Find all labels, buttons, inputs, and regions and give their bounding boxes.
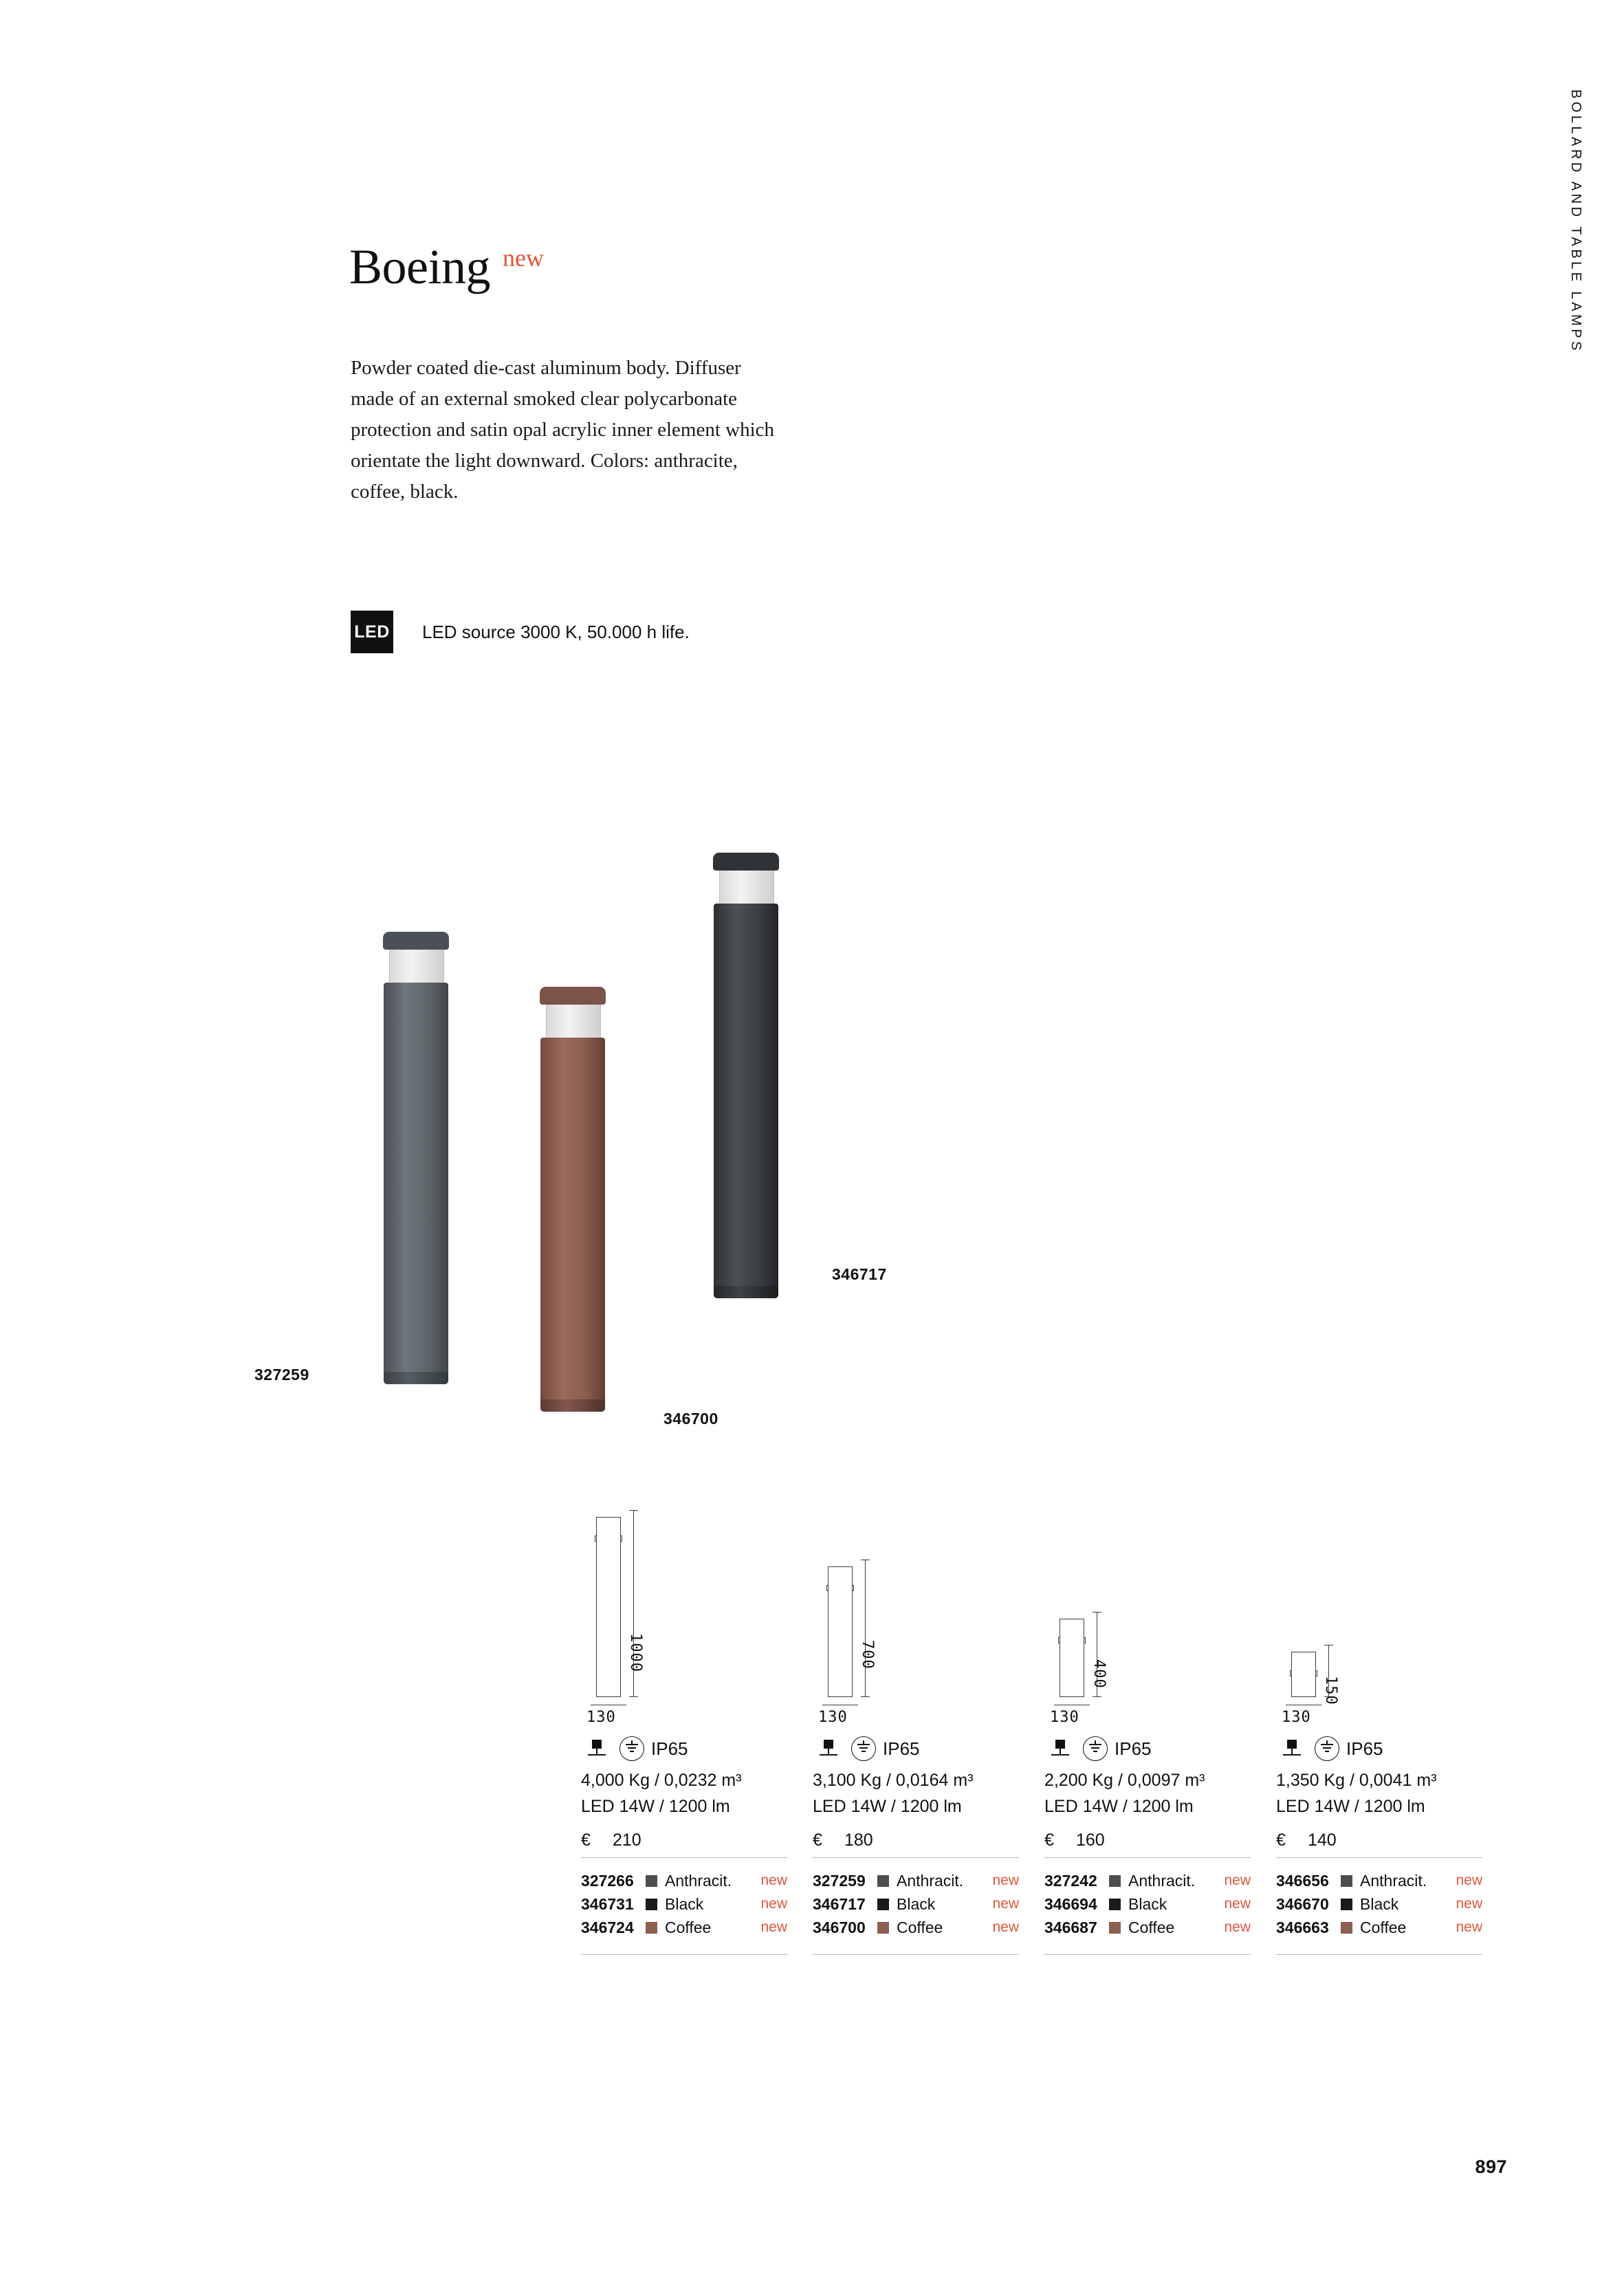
variant-row[interactable]	[1044, 1869, 1251, 1892]
product-photo-327259	[378, 932, 454, 1386]
color-swatch	[1341, 1875, 1352, 1887]
led-badge: LED	[351, 611, 393, 653]
dim-tick-bottom	[861, 1696, 870, 1697]
variant-list-3	[1044, 1869, 1251, 1955]
dim-tick-bottom	[1093, 1696, 1101, 1697]
led-note	[351, 611, 690, 653]
weight-volume-3: 2,200 Kg / 0,0097 m³	[1044, 1771, 1205, 1790]
led-note-text: LED source 3000 K, 50.000 h life.	[422, 621, 690, 642]
lamp-body	[714, 904, 778, 1289]
variant-new-badge: new	[992, 1872, 1019, 1888]
lamp-spec-2: LED 14W / 1200 lm	[813, 1797, 962, 1816]
variant-row[interactable]	[581, 1916, 787, 1939]
lamp-foot	[540, 1399, 605, 1412]
dim-tick-top	[629, 1510, 638, 1511]
drawing-body	[596, 1517, 621, 1697]
variant-code: 327242	[1044, 1871, 1097, 1890]
variant-new-badge: new	[1224, 1896, 1251, 1912]
lamp-symbol-icon	[1049, 1740, 1072, 1758]
price-value: 140	[1308, 1830, 1337, 1850]
variant-color-name: Coffee	[897, 1918, 943, 1936]
side-section-tab-label: BOLLARD AND TABLE LAMPS	[1568, 89, 1583, 353]
price-row-3	[1044, 1830, 1251, 1858]
variant-row[interactable]	[1276, 1916, 1482, 1939]
page-title-text: Boeing	[349, 239, 490, 294]
variant-code: 346687	[1044, 1918, 1097, 1936]
lamp-diffuser	[719, 871, 774, 904]
variant-color-name: Black	[1360, 1894, 1399, 1913]
dimension-drawing-4	[1276, 1513, 1508, 1726]
variant-code: 346670	[1276, 1894, 1329, 1913]
new-badge: new	[502, 244, 544, 272]
variant-color-name: Anthracit.	[665, 1871, 732, 1890]
color-swatch	[1109, 1875, 1121, 1887]
lamp-diffuser	[546, 1005, 601, 1038]
photo-code-346717: 346717	[832, 1265, 887, 1283]
variant-color-name: Anthracit.	[1360, 1871, 1427, 1890]
spec-table	[581, 1513, 1509, 1955]
variant-row[interactable]	[1276, 1892, 1482, 1916]
width-dimension-label: 130	[586, 1709, 616, 1726]
variant-code: 346731	[581, 1894, 634, 1913]
variant-color-name: Anthracit.	[897, 1871, 964, 1890]
dim-tick-top	[1324, 1645, 1333, 1646]
width-dimension-label: 130	[818, 1709, 848, 1726]
class-one-earth-icon	[1083, 1736, 1108, 1761]
variant-row[interactable]	[813, 1916, 1019, 1939]
variant-new-badge: new	[760, 1896, 787, 1912]
lamp-diffuser	[389, 950, 444, 983]
color-swatch	[646, 1875, 657, 1887]
width-dimension-label: 130	[1050, 1709, 1079, 1726]
lamp-spec-4: LED 14W / 1200 lm	[1276, 1797, 1425, 1816]
variant-new-badge: new	[1456, 1919, 1482, 1935]
icon-row-4	[1276, 1730, 1508, 1767]
currency-symbol: €	[1044, 1830, 1054, 1850]
height-dimension-label: 400	[1090, 1659, 1108, 1689]
class-one-earth-icon	[851, 1736, 876, 1761]
price-value: 160	[1076, 1830, 1105, 1850]
dimension-drawing-2	[813, 1513, 1044, 1726]
price-value: 180	[844, 1830, 873, 1850]
class-one-earth-icon	[619, 1736, 644, 1761]
lamp-cap	[540, 987, 606, 1005]
lamp-symbol-icon	[585, 1740, 608, 1758]
lamp-symbol-icon	[1280, 1740, 1304, 1758]
product-description: Powder coated die-cast aluminum body. Diffuser made of an external smoked clear polycarbonate protection and satin opal acrylic inner element which orientate the light downward. Colors: anthracite, coffee, black.	[351, 357, 775, 503]
variant-color-name: Coffee	[665, 1918, 712, 1936]
dimension-drawing-3	[1044, 1513, 1276, 1726]
variant-color-name: Black	[1128, 1894, 1167, 1913]
variant-list-1	[581, 1869, 787, 1955]
width-dimension-label: 130	[1282, 1709, 1311, 1726]
color-swatch	[1109, 1899, 1121, 1910]
variant-row[interactable]	[581, 1869, 787, 1892]
color-swatch	[877, 1875, 889, 1887]
photo-code-327259: 327259	[254, 1366, 309, 1384]
price-row-1	[581, 1830, 787, 1858]
dim-tick-bottom	[629, 1696, 638, 1697]
color-swatch	[1341, 1899, 1352, 1910]
product-photo-346717	[708, 853, 784, 1293]
color-swatch	[877, 1922, 889, 1934]
color-swatch	[646, 1922, 657, 1934]
icon-row-1	[581, 1730, 813, 1767]
variant-row[interactable]	[1044, 1892, 1251, 1916]
drawing-body	[1060, 1619, 1084, 1697]
icon-row-2	[813, 1730, 1044, 1767]
variant-new-badge: new	[760, 1872, 787, 1888]
variant-new-badge: new	[760, 1919, 787, 1935]
currency-symbol: €	[813, 1830, 822, 1850]
height-dimension-label: 700	[859, 1640, 876, 1670]
lamp-foot	[384, 1372, 448, 1384]
currency-symbol: €	[1276, 1830, 1286, 1850]
variant-color-name: Black	[665, 1894, 704, 1913]
ip-rating-label: IP65	[883, 1738, 920, 1759]
variant-color-name: Black	[897, 1894, 936, 1913]
price-row-4	[1276, 1830, 1482, 1858]
variant-new-badge: new	[992, 1919, 1019, 1935]
lamp-foot	[714, 1286, 778, 1298]
variant-row[interactable]	[1276, 1869, 1482, 1892]
dimension-drawing-1	[581, 1513, 813, 1726]
variant-list-4	[1276, 1869, 1482, 1955]
spec-column-3	[1044, 1513, 1276, 1955]
lamp-spec-3: LED 14W / 1200 lm	[1044, 1797, 1194, 1816]
lamp-spec-1: LED 14W / 1200 lm	[581, 1797, 730, 1816]
lamp-symbol-icon	[817, 1740, 840, 1758]
variant-code: 346717	[813, 1894, 866, 1913]
spec-column-1	[581, 1513, 813, 1955]
page-number: 897	[1475, 2156, 1507, 2177]
variant-code: 346724	[581, 1918, 634, 1936]
spec-column-4	[1276, 1513, 1508, 1955]
ip-rating-label: IP65	[1115, 1738, 1152, 1759]
variant-code: 346694	[1044, 1894, 1097, 1913]
drawing-body	[1291, 1652, 1316, 1697]
price-value: 210	[613, 1830, 641, 1850]
weight-volume-2: 3,100 Kg / 0,0164 m³	[813, 1771, 974, 1790]
variant-new-badge: new	[1456, 1896, 1482, 1912]
side-section-tab	[1568, 89, 1595, 447]
icon-row-3	[1044, 1730, 1276, 1767]
variant-row[interactable]	[1044, 1916, 1251, 1939]
price-row-2	[813, 1830, 1019, 1858]
height-dimension-label: 150	[1322, 1676, 1339, 1705]
lamp-body	[384, 983, 448, 1375]
page-title	[349, 239, 544, 294]
variant-color-name: Coffee	[1360, 1918, 1407, 1936]
variant-new-badge: new	[992, 1896, 1019, 1912]
weight-volume-4: 1,350 Kg / 0,0041 m³	[1276, 1771, 1437, 1790]
product-photo-area	[254, 839, 1031, 1444]
height-dimension-label: 1000	[627, 1633, 644, 1672]
ip-rating-label: IP65	[1346, 1738, 1383, 1759]
class-one-earth-icon	[1315, 1736, 1339, 1761]
ip-rating-label: IP65	[651, 1738, 688, 1759]
photo-code-346700: 346700	[663, 1410, 718, 1428]
variant-code: 327259	[813, 1871, 866, 1890]
variant-color-name: Coffee	[1128, 1918, 1175, 1936]
variant-new-badge: new	[1456, 1872, 1482, 1888]
color-swatch	[1341, 1922, 1352, 1934]
lamp-cap	[383, 932, 449, 950]
color-swatch	[646, 1899, 657, 1910]
variant-new-badge: new	[1224, 1919, 1251, 1935]
variant-new-badge: new	[1224, 1872, 1251, 1888]
drawing-body	[828, 1566, 853, 1697]
variant-code: 346663	[1276, 1918, 1329, 1936]
height-dimension-line	[865, 1560, 866, 1697]
variant-row[interactable]	[813, 1892, 1019, 1916]
lamp-cap	[713, 853, 779, 871]
variant-code: 327266	[581, 1871, 634, 1890]
variant-code: 346700	[813, 1918, 866, 1936]
color-swatch	[1109, 1922, 1121, 1934]
lamp-body	[540, 1038, 605, 1402]
color-swatch	[877, 1899, 889, 1910]
variant-code: 346656	[1276, 1871, 1329, 1890]
variant-row[interactable]	[813, 1869, 1019, 1892]
currency-symbol: €	[581, 1830, 591, 1850]
spec-column-2	[813, 1513, 1044, 1955]
product-photo-346700	[535, 987, 611, 1420]
weight-volume-1: 4,000 Kg / 0,0232 m³	[581, 1771, 742, 1790]
variant-list-2	[813, 1869, 1019, 1955]
variant-color-name: Anthracit.	[1128, 1871, 1196, 1890]
variant-row[interactable]	[581, 1892, 787, 1916]
